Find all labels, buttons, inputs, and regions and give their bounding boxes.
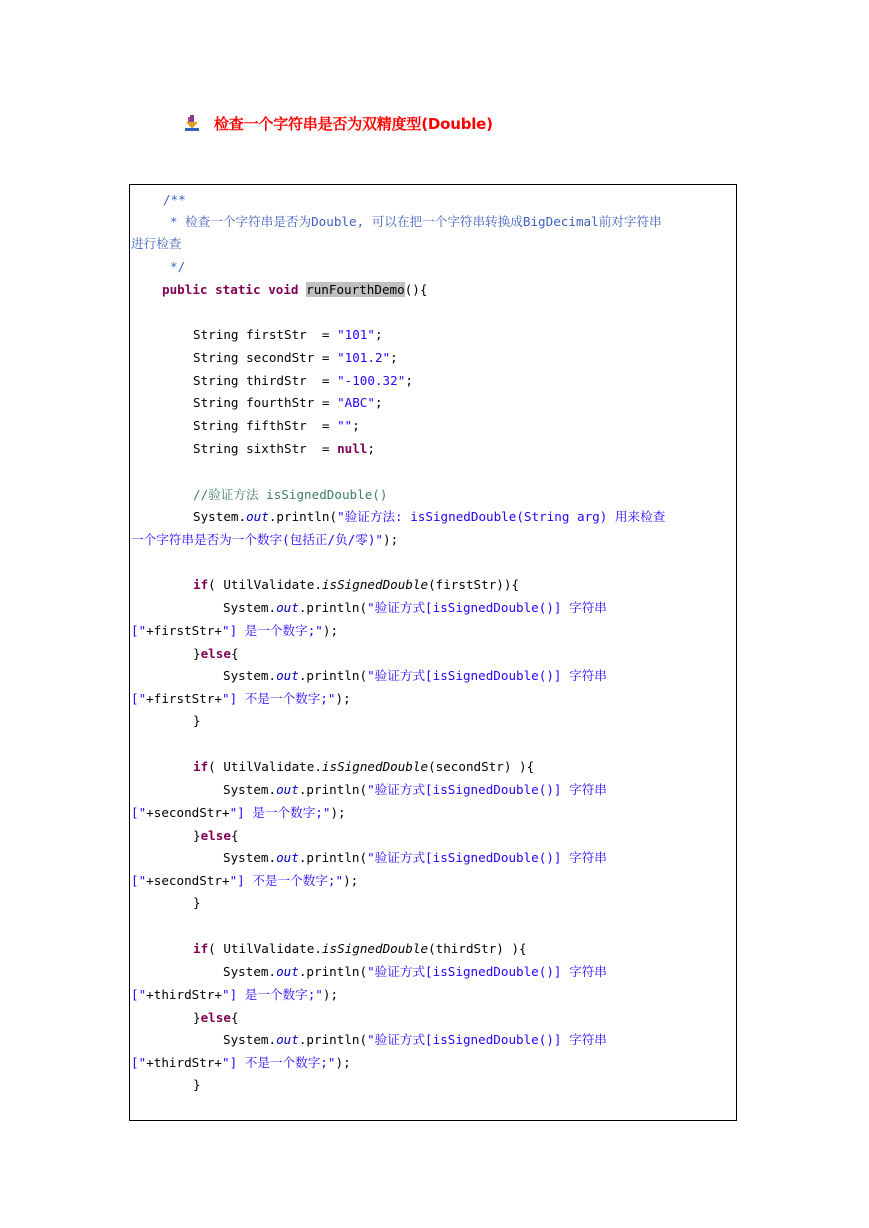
code-line [193,1075,201,1095]
code-line [193,371,413,391]
code-token: +firstStr+ [146,691,222,706]
code-line [223,1030,607,1050]
code-line [162,280,427,300]
code-line [223,848,607,868]
code-token: .println( [298,850,368,865]
code-token: ); [383,532,399,547]
code-token: ( UtilValidate. [208,759,322,774]
code-token: out [276,668,299,683]
section-heading [183,112,493,134]
code-line [193,711,201,731]
code-token: .println( [298,964,368,979]
code-token: System. [223,668,277,683]
code-token: { [230,646,239,661]
code-token: isSignedDouble [321,941,429,956]
code-token: "] 不是一个数字;" [222,691,336,706]
code-token: 一个字符串是否为一个数字(包括正/负/零)" [131,532,384,547]
code-line [193,348,398,368]
code-token: "101.2" [337,350,391,365]
code-token: ; [374,395,383,410]
code-token: [" [131,691,147,706]
code-token: .println( [298,782,368,797]
code-line [131,803,346,823]
code-token: "] 是一个数字;" [222,987,323,1002]
code-line [193,939,527,959]
code-line [170,257,185,277]
code-token: public [162,282,208,297]
code-token: +secondStr+ [146,805,230,820]
code-token: String thirdStr = [193,373,338,388]
code-token: 进行检查 [131,236,182,251]
code-token: isSignedDouble [321,577,429,592]
code-line [193,1008,239,1028]
code-token: out [276,1032,299,1047]
code-token: out [276,600,299,615]
code-token: * 检查一个字符串是否为Double, 可以在把一个字符串转换成BigDecimal前对字符串 [170,214,662,229]
code-token: } [193,1077,201,1092]
code-line [131,530,398,550]
code-token: +firstStr+ [146,623,222,638]
code-line [223,962,607,982]
code-token: */ [170,259,186,274]
code-line [193,757,534,777]
code-token: String firstStr = [193,327,338,342]
code-line [193,485,387,505]
code-token: ( UtilValidate. [208,577,322,592]
code-token: String secondStr = [193,350,338,365]
code-token: null [337,441,368,456]
code-token: static [215,282,261,297]
code-token: { [230,828,239,843]
code-token: //验证方法 isSignedDouble() [193,487,388,502]
code-token: out [276,850,299,865]
code-token: } [193,713,201,728]
code-line [193,644,239,664]
code-token: .println( [298,600,368,615]
code-line [193,575,519,595]
code-token: "验证方式[isSignedDouble()] 字符串 [367,668,607,683]
code-token: System. [223,850,277,865]
code-line [223,780,607,800]
code-token: [" [131,987,147,1002]
code-token: System. [223,782,277,797]
code-token: out [276,964,299,979]
code-token: ); [322,987,339,1002]
code-line [131,689,351,709]
code-block [129,184,737,1121]
code-token: String sixthStr = [193,441,338,456]
code-token [208,282,216,297]
code-token: else [200,828,231,843]
code-token: [" [131,623,147,638]
code-line [131,234,181,254]
code-token: ); [335,1055,351,1070]
code-token: ( UtilValidate. [208,941,322,956]
code-line [193,439,375,459]
code-token: ); [335,691,351,706]
code-token: } [193,895,201,910]
code-token: "验证方式[isSignedDouble()] 字符串 [367,600,607,615]
section-title: 检查一个字符串是否为双精度型(Double) [214,114,493,133]
code-line [131,621,338,641]
code-token: (secondStr) ){ [428,759,535,774]
code-line [193,416,360,436]
code-token: +secondStr+ [146,873,230,888]
code-line [131,871,358,891]
code-line [193,826,239,846]
code-token: System. [223,1032,277,1047]
code-token: "] 是一个数字;" [222,623,323,638]
code-token: .println( [298,668,368,683]
code-token: System. [223,600,277,615]
code-token: [" [131,1055,147,1070]
code-token: ; [405,373,413,388]
code-token: System. [223,964,277,979]
code-token: "验证方式[isSignedDouble()] 字符串 [367,850,607,865]
code-line [170,212,662,232]
code-token: out [246,509,269,524]
code-token: .println( [268,509,338,524]
code-token: "验证方式[isSignedDouble()] 字符串 [367,782,607,797]
code-token: [" [131,805,147,820]
code-token: if [193,941,209,956]
code-line [193,507,665,527]
code-token: "] 是一个数字;" [229,805,331,820]
code-token [299,282,307,297]
code-token: +thirdStr+ [146,1055,222,1070]
code-token: System. [193,509,247,524]
code-token: else [200,1010,231,1025]
code-token: (thirdStr) ){ [428,941,527,956]
code-token: /** [163,192,186,207]
code-token: "101" [337,327,375,342]
code-token: if [193,759,209,774]
code-token: else [200,646,231,661]
code-line [223,598,607,618]
code-token: ; [390,350,398,365]
code-token: ; [352,418,360,433]
code-token: "] 不是一个数字;" [222,1055,336,1070]
code-token: "] 不是一个数字;" [229,873,344,888]
code-line [163,190,186,210]
code-token: isSignedDouble [321,759,429,774]
code-line [223,666,607,686]
code-token: } [193,828,201,843]
code-line [193,325,383,345]
code-token: "-100.32" [337,373,406,388]
code-token: "验证方式[isSignedDouble()] 字符串 [367,1032,607,1047]
code-token: ; [367,441,375,456]
code-token: if [193,577,209,592]
code-token: out [276,782,299,797]
code-token: runFourthDemo [306,282,405,297]
document-bullet-icon [183,114,201,132]
code-token: .println( [298,1032,368,1047]
code-token: void [268,282,299,297]
code-token: "验证方法: isSignedDouble(String arg) 用来检查 [337,509,666,524]
code-token: (){ [404,282,428,297]
code-token: +thirdStr+ [146,987,222,1002]
code-token: [" [131,873,147,888]
code-token: (firstStr)){ [428,577,520,592]
code-token: } [193,646,201,661]
code-token: } [193,1010,201,1025]
code-token: { [230,1010,239,1025]
code-line [131,985,338,1005]
code-token: String fifthStr = [193,418,338,433]
code-token: "ABC" [337,395,375,410]
code-token: String fourthStr = [193,395,338,410]
code-token: ); [322,623,339,638]
code-token: "验证方式[isSignedDouble()] 字符串 [367,964,607,979]
code-line [131,1053,351,1073]
code-line [193,893,201,913]
code-token: ; [374,327,383,342]
code-line [193,393,383,413]
code-token: ); [343,873,359,888]
code-token: ); [330,805,346,820]
code-token: "" [337,418,353,433]
